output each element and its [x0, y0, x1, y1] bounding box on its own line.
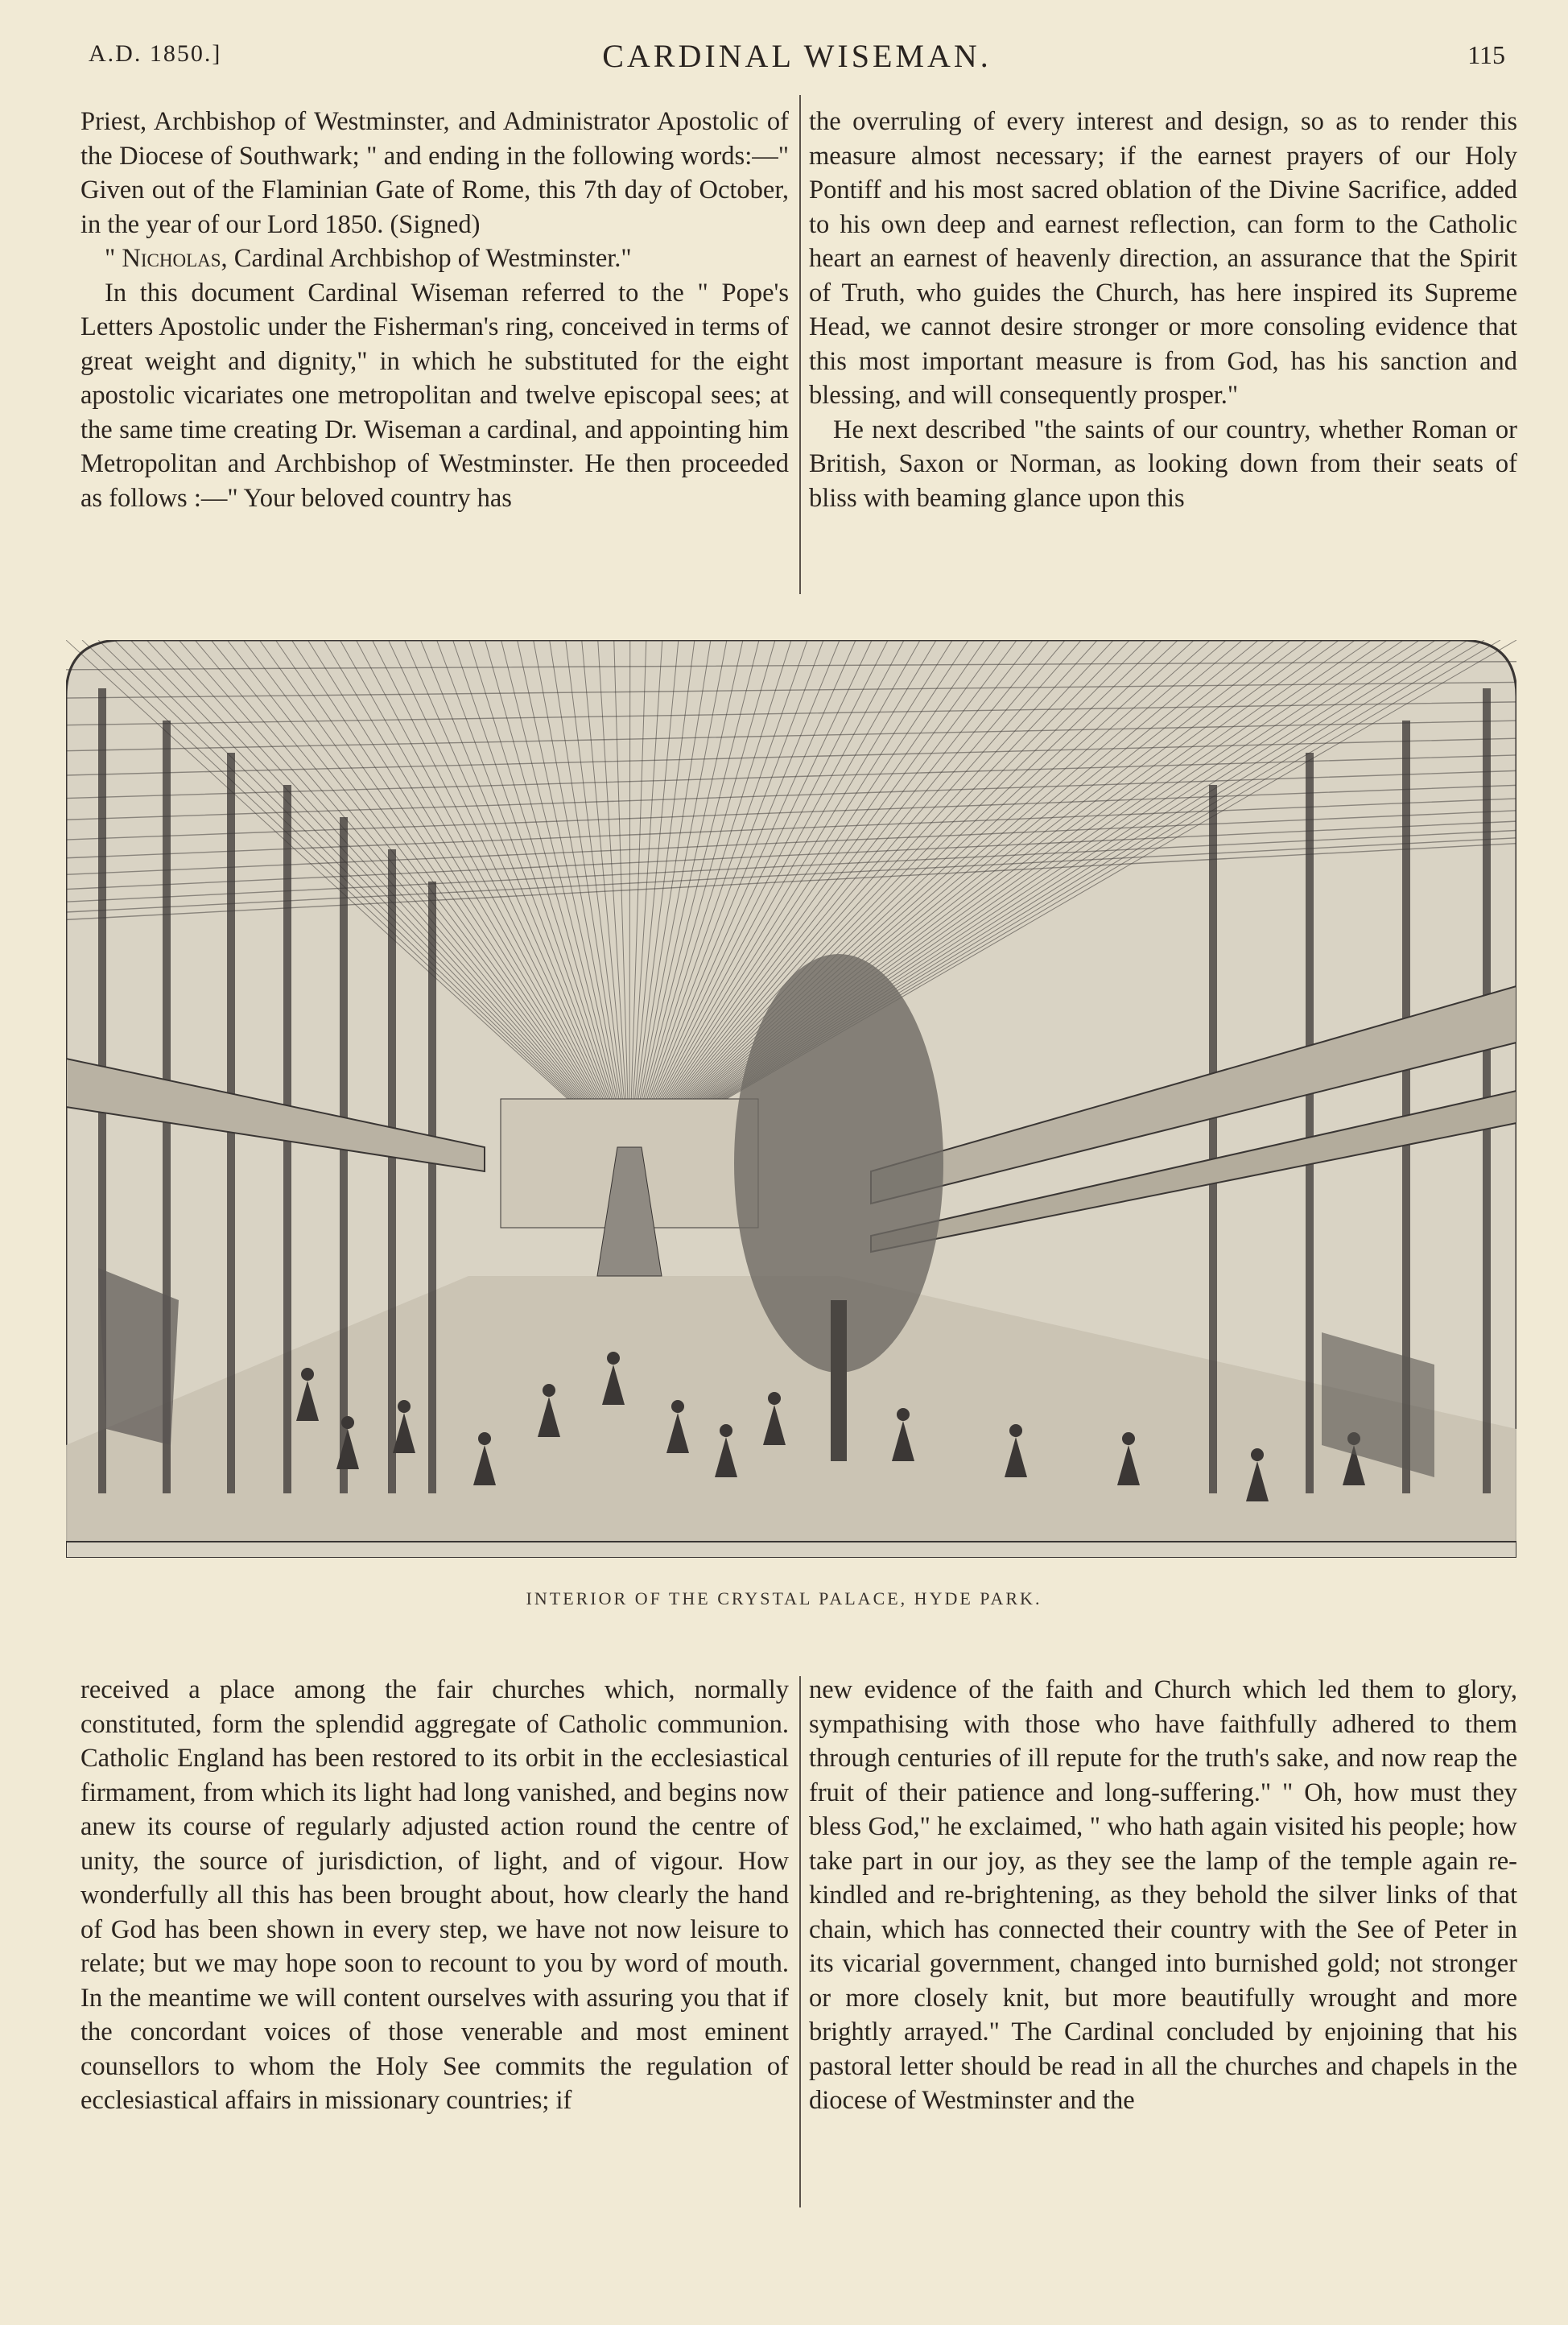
iron-column	[388, 849, 396, 1493]
visitor-figure-head	[897, 1408, 910, 1421]
visitor-figure-head	[341, 1416, 354, 1429]
iron-column	[1209, 785, 1217, 1493]
figure-caption: INTERIOR OF THE CRYSTAL PALACE, HYDE PARK.	[526, 1588, 1042, 1609]
signature-line	[80, 242, 789, 276]
header-date: A.D. 1850.]	[89, 40, 222, 67]
engraving-illustration	[66, 640, 1516, 1558]
paragraph: new evidence of the faith and Church which led them to glory, sympathising with those who have faithfully adhered to them through centuries of ill repute for the truth's sake, and now reap the fruit of their patience and long-suffering." " Oh, how must they bless God," he exclaimed, " who hath again visited his people; how take part in our joy, as they see the lamp of the temple again re-kindled and re-brightening, as they behold the silver links of that chain, which has connected their country with the See of Peter in its vicarial government, changed into burnished gold; not stronger or more closely knit, but more beautifully wrought and more brightly arrayed." The Cardinal concluded by enjoining that his pastoral letter should be read in all the churches and chapels in the diocese of Westminster and the	[809, 1675, 1517, 2115]
visitor-figure-head	[1122, 1432, 1135, 1445]
visitor-figure-head	[720, 1424, 732, 1437]
visitor-figure-head	[478, 1432, 491, 1445]
iron-column	[1483, 688, 1491, 1493]
frame-bottom-border	[66, 1542, 1516, 1558]
paragraph: In this document Cardinal Wiseman referred to the " Pope's Letters Apostolic under the Fisherman's ring, conceived in terms of great weight and dignity," in which he substituted for the eight apostolic vicariates one metropolitan and twelve episcopal sees; at the same time creating Dr. Wiseman a cardinal, and appointing him Metropolitan and Archbishop of Westminster. He then proceeded as follows :—" Your beloved country has	[80, 278, 789, 513]
visitor-figure-head	[543, 1384, 555, 1397]
top-right-column	[809, 105, 1517, 604]
bottom-right-column	[809, 1673, 1517, 2212]
paragraph: Priest, Archbishop of Westminster, and Administrator Apostolic of the Diocese of Southwark; " and ending in the following words:—" Given out of the Flaminian Gate of Rome, this 7th day of October, in the year of our Lord 1850. (Signed)	[80, 107, 789, 239]
signatory-title: Cardinal Archbishop of Westminster."	[227, 244, 632, 273]
iron-column	[340, 817, 348, 1493]
bottom-left-column	[80, 1673, 789, 2212]
visitor-figure-head	[398, 1400, 411, 1413]
paragraph: received a place among the fair churches which, normally constituted, form the splendid aggregate of Catholic communion. Catholic England has been restored to its orbit in the ecclesiastical firmament, from which its light had long vanished, and begins now anew its course of regularly adjusted action round the centre of unity, the source of jurisdiction, of light, and of vigour. How wonderfully all this has been brought about, how clearly the hand of God has been shown in every step, we have not now leisure to relate; but we may hope soon to recount to you by word of mouth. In the meantime we will content ourselves with assuring you that if the concordant voices of those venerable and most eminent counsellors to whom the Holy See commits the regulation of ecclesiastical affairs in missionary countries; if	[80, 1675, 789, 2115]
paragraph: He next described "the saints of our country, whether Roman or British, Saxon or Norman, as looking down from their seats of bliss with beaming glance upon this	[809, 415, 1517, 513]
running-header	[89, 32, 1505, 81]
visitor-figure-head	[1009, 1424, 1022, 1437]
column-divider	[799, 1676, 801, 2207]
header-title: CARDINAL WISEMAN.	[602, 38, 992, 74]
visitor-figure-head	[671, 1400, 684, 1413]
visitor-figure-head	[607, 1352, 620, 1365]
visitor-figure-head	[768, 1392, 781, 1405]
visitor-figure-head	[301, 1368, 314, 1381]
elm-tree-trunk	[831, 1300, 847, 1461]
column-divider	[799, 95, 801, 594]
paragraph: the overruling of every interest and design, so as to render this measure almost necessary; if the earnest prayers of our Holy Pontiff and his most sacred oblation of the Divine Sacrifice, added to his own deep and earnest reflection, can form to the Catholic heart an earnest of heavenly direction, an assurance that the Spirit of Truth, who guides the Church, has here inspired its Supreme Head, we cannot desire stronger or more consoling evidence that this most important measure is from God, has his sanction and blessing, and will consequently prosper."	[809, 107, 1517, 410]
iron-column	[428, 882, 436, 1493]
visitor-figure-head	[1251, 1448, 1264, 1461]
signatory-name: " Nicholas,	[105, 244, 228, 273]
iron-column	[1306, 753, 1314, 1493]
top-left-column	[80, 105, 789, 604]
page-number: 115	[1467, 40, 1505, 69]
engraving-crystal-palace	[66, 640, 1516, 1558]
